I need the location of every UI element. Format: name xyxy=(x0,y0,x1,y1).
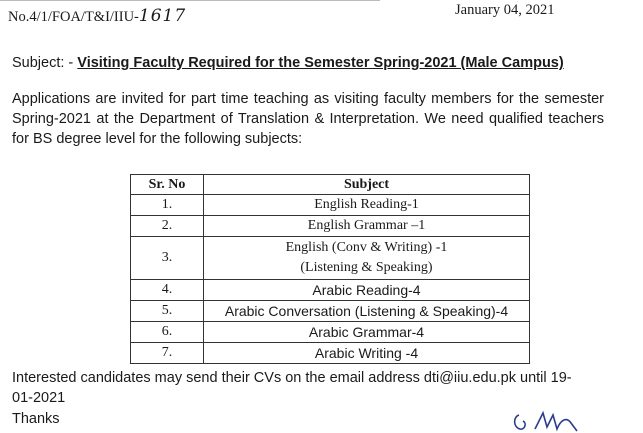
sr-cell: 3. xyxy=(131,237,204,280)
subject-cell: English Reading-1 xyxy=(204,195,530,216)
table-row xyxy=(131,195,530,216)
subject-cell xyxy=(204,237,530,280)
subject-cell: Arabic Conversation (Listening & Speaking)-4 xyxy=(204,301,530,322)
contact-email: dti@iiu.edu.pk xyxy=(423,370,516,386)
sr-cell: 2. xyxy=(131,216,204,237)
reference-prefix: No.4/1/FOA/T&I/IIU- xyxy=(8,9,139,25)
table-row xyxy=(131,280,530,301)
subject-cell: Arabic Grammar-4 xyxy=(204,322,530,343)
closing-date-part2: 01-2021 xyxy=(12,390,66,406)
subject-line-1: English (Conv & Writing) -1 xyxy=(285,240,448,255)
closing-paragraph xyxy=(12,368,612,408)
subject-cell: Arabic Reading-4 xyxy=(204,280,530,301)
table-row xyxy=(131,216,530,237)
subject-title: Visiting Faculty Required for the Semester Spring-2021 (Male Campus) xyxy=(77,55,564,71)
sr-cell: 6. xyxy=(131,322,204,343)
subject-prefix: Subject: - xyxy=(12,55,78,71)
signature-mark xyxy=(505,405,605,433)
table-row xyxy=(131,343,530,364)
sr-cell: 5. xyxy=(131,301,204,322)
letter-date: January 04, 2021 xyxy=(455,2,555,18)
sr-cell: 1. xyxy=(131,195,204,216)
reference-number xyxy=(8,6,186,26)
handwritten-number: 1617 xyxy=(138,6,187,26)
header-sr-no: Sr. No xyxy=(131,175,204,195)
table-header-row xyxy=(131,175,530,195)
sr-cell: 7. xyxy=(131,343,204,364)
table-row xyxy=(131,301,530,322)
subject-cell: English Grammar –1 xyxy=(204,216,530,237)
subject-line-2: (Listening & Speaking) xyxy=(300,260,433,275)
thanks-text: Thanks xyxy=(12,411,60,427)
body-paragraph: Applications are invited for part time teaching as visiting faculty members for the semester Spring-2021 at the Department of Translation & Interpretation. We need qualified teachers for BS degree level for the following subjects: xyxy=(12,91,604,147)
table-row xyxy=(131,322,530,343)
header-subject: Subject xyxy=(204,175,530,195)
subject-cell: Arabic Writing -4 xyxy=(204,343,530,364)
closing-text: Interested candidates may send their CVs on the email address xyxy=(12,370,424,386)
top-border-line xyxy=(0,0,380,5)
closing-date-part1: until 19- xyxy=(515,370,572,386)
table-row xyxy=(131,237,530,280)
subjects-table xyxy=(130,174,530,364)
sr-cell: 4. xyxy=(131,280,204,301)
subject-line xyxy=(12,55,564,71)
